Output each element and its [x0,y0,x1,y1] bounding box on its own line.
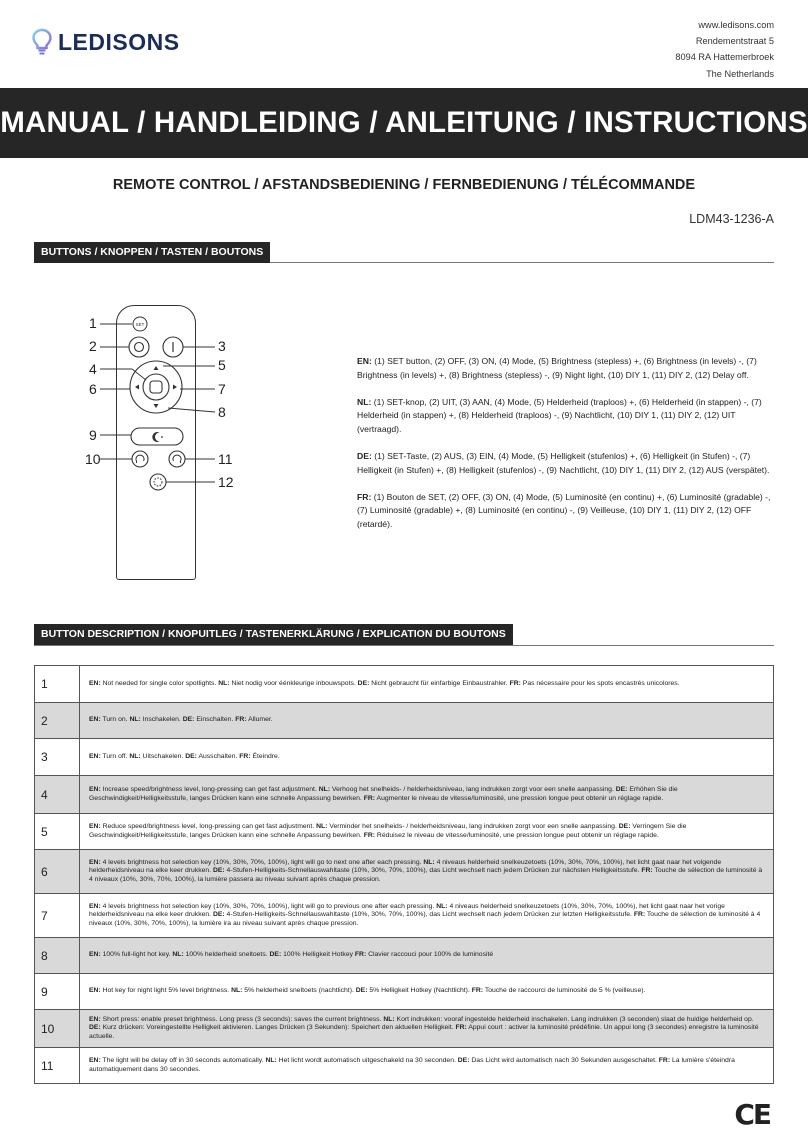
address-line: The Netherlands [706,68,774,79]
svg-text:SET: SET [135,322,145,328]
legend-nl: NL: (1) SET-knop, (2) UIT, (3) AAN, (4) Mode, (5) Helderheid (traploos) +, (6) Helderheid (in stappen) -, (7) Helderheid (in stappen) +, (8) Helderheid (traploos) -, (9) Nachtlicht, (10) DIY 1, (11) DIY 2, (12) UIT (vertraagd). [357,396,762,435]
section-label-description: BUTTON DESCRIPTION / KNOPUITLEG / TASTENERKLÄRUNG / EXPLICATION DU BOUTONS [34,624,513,645]
on-button[interactable] [163,337,183,357]
legend-de: DE: (1) SET-Taste, (2) AUS, (3) EIN, (4) Mode, (5) Helligkeit (stufenlos) +, (6) Helligkeit (in Stufen) -, (7) Helligkeit (in Stufen) +, (8) Helligkeit (stufenlos) -, (9) Nachtlicht, (10) DIY 1, (11) DIY 2, (12) AUS (verspätet). [357,450,770,475]
table-row [35,974,774,1010]
table-row [35,938,774,974]
off-button[interactable] [129,337,149,357]
callout-3: 3 [218,338,226,354]
page-subtitle: REMOTE CONTROL / AFSTANDSBEDIENING / FERNBEDIENUNG / TÉLÉCOMMANDE [112,177,696,193]
table-row [35,1010,774,1048]
company-address [675,17,774,82]
callout-2: 2 [89,338,97,354]
row-description: EN: The light will be delay off in 30 seconds automatically. NL: Het licht wordt automatisch uitgeschakeld na 30 seconden. DE: Das Licht wird automatisch nach 30 Sekunden ausgeschaltet. FR: La lumière s'éteindra automatiquement dans 30 secondes. [80,1048,774,1084]
row-number: 6 [35,850,80,894]
row-description: EN: 4 levels brightness hot selection key (10%, 30%, 70%, 100%), light will go to next one after each pressing. NL: 4 niveaus helderheid snelkeuzetoets (10%, 30%, 70%, 100%), het licht gaat naar het volgende helderheidsniveau na elke keer drukken. DE: 4-Stufen-Helligkeits-Schnellauswahltaste (10%, 30%, 70%, 100%), das Licht wechselt nach jedem Drücken zur nächsten Helligkeitsstufe. FR: Touche de sélection de luminosité à 4 niveaux (10%, 30%, 70%, 100%), la lumière passera au niveau suivant après chaque pression. [80,850,774,894]
row-description: EN: Hot key for night light 5% level brightness. NL: 5% helderheid sneltoets (nachtlicht). DE: 5% Helligkeit Hotkey (Nachtlicht). FR: Touche de raccourci de luminosité de 5 % (veilleuse). [80,974,774,1010]
row-number: 10 [35,1010,80,1048]
row-description: EN: Turn off. NL: Uitschakelen. DE: Ausschalten. FR: Éteindre. [80,739,774,776]
title-banner [0,88,808,158]
button-legend [357,355,777,545]
row-description: EN: 100% full-light hot key. NL: 100% helderheid sneltoets. DE: 100% Helligkeit Hotkey FR: Clavier raccouci pour 100% de luminosité [80,938,774,974]
button-description-table [34,665,774,1084]
brand-name: LEDISONS [58,28,180,55]
table-row [35,1048,774,1084]
legend-en: EN: (1) SET button, (2) OFF, (3) ON, (4) Mode, (5) Brightness (stepless) +, (6) Brightness (in levels) -, (7) Brightness (in levels) +, (8) Brightness (stepless) -, (9) Night light, (10) DIY 1, (11) DIY 2, (12) Delay off. [357,356,757,380]
mode-button[interactable] [143,374,169,400]
table-row [35,703,774,739]
row-number: 4 [35,776,80,814]
diy2-button[interactable] [169,451,185,467]
callout-7: 7 [218,381,226,397]
callout-8: 8 [218,404,226,420]
model-number: LDM43-1236-A [689,212,774,226]
callout-10: 10 [85,451,101,467]
diy1-button[interactable] [132,451,148,467]
callout-9: 9 [89,427,97,443]
address-line: Rendementstraat 5 [695,36,774,47]
row-description: EN: Turn on. NL: Inschakelen. DE: Einschalten. FR: Allumer. [80,703,774,739]
address-line[interactable]: www.ledisons.com [698,20,774,30]
callout-6: 6 [89,381,97,397]
table-row [35,894,774,938]
address-line: 8094 RA Hattemerbroek [675,52,774,63]
brand-logo [32,28,180,56]
table-row [35,850,774,894]
callout-4: 4 [89,361,97,377]
row-number: 9 [35,974,80,1010]
remote-illustration [80,300,250,590]
callout-11: 11 [218,451,233,467]
callout-5: 5 [218,357,226,373]
night-light-button[interactable] [131,428,183,445]
row-number: 3 [35,739,80,776]
page-title: MANUAL / HANDLEIDING / ANLEITUNG / INSTRUCTIONS [0,106,808,139]
row-number: 8 [35,938,80,974]
delay-off-button[interactable] [150,474,166,490]
table-row [35,666,774,703]
table-row [35,776,774,814]
row-description: EN: Increase speed/brightness level, long-pressing can get fast adjustment. NL: Verhoog het snelheids- / helderheidsniveau, lang indrukken zorgt voor een snelle aanpassing. DE: Erhöhen Sie die Geschwindigkeit/Helligkeitsstufe, langes Drücken kann eine schnelle Anpassung bewirken. FR: Augmenter le niveau de vitesse/luminosité, une pression longue peut obtenir un réglage rapide. [80,776,774,814]
table-row [35,814,774,850]
row-number: 11 [35,1048,80,1084]
table-row [35,739,774,776]
row-description: EN: Reduce speed/brightness level, long-pressing can get fast adjustment. NL: Verminder het snelheids- / helderheidsniveau, lang indrukken zorgt voor een snelle aanpassing. DE: Verringern Sie die Geschwindigkeit/Helligkeitsstufe, langes Drücken kann eine schnelle Anpassung bewirken. FR: Réduisez le niveau de vitesse/luminosité, une pression longue peut obtenir un réglage rapide. [80,814,774,850]
row-number: 1 [35,666,80,703]
callout-1: 1 [89,315,97,331]
section-label-buttons: BUTTONS / KNOPPEN / TASTEN / BOUTONS [34,242,270,263]
section-divider [34,645,774,646]
lightbulb-icon [32,28,52,56]
row-number: 7 [35,894,80,938]
row-number: 2 [35,703,80,739]
row-description: EN: 4 levels brightness hot selection key (10%, 30%, 70%, 100%), light will go to previous one after each pressing. NL: 4 niveaus helderheid snelkeuzetoets (10%, 30%, 70%, 100%), het licht gaat naar het vorige helderheidsniveau na elke keer drukken. DE: 4-Stufen-Helligkeits-Schnellauswahltaste (10%, 30%, 70%, 100%), das Licht wechselt nach jedem Drücken zur letzten Helligkeitsstufe. FR: Touche de sélection de luminosité à 4 niveaux (10%, 30%, 70%, 100%), la lumière ira au niveau suivant après chaque pression. [80,894,774,938]
row-number: 5 [35,814,80,850]
set-button[interactable] [133,317,147,331]
ce-mark: CE [734,1098,770,1131]
legend-fr: FR: (1) Bouton de SET, (2) OFF, (3) ON, (4) Mode, (5) Luminosité (en continu) +, (6) Luminosité (gradable) -, (7) Luminosité (gradable) +, (8) Luminosité (en continu) -, (9) Veilleuse, (10) DIY 1, (11) DIY 2, (12) OFF (retardé). [357,491,771,530]
row-description: EN: Not needed for single color spotlights. NL: Niet nodig voor éénkleurige inbouwspots. DE: Nicht gebraucht für einfarbige Einbaustrahler. FR: Pas nécessaire pour les spots encastrés unicolores. [80,666,774,703]
callout-12: 12 [218,474,234,490]
row-description: EN: Short press: enable preset brightness. Long press (3 seconds): saves the current brightness. NL: Kort indrukken: vooraf ingestelde helderheid inschakelen. Lang indrukken (3 seconden) slaat de huidige helderheid op. DE: Kurz drücken: Voreingestellte Helligkeit aktivieren. Langes Drücken (3 Sekunden): Speichert den aktuellen Helligkeit. FR: Appui court : activer la luminosité prédéfinie. Un appui long (3 secondes) enregistre la luminosité actuelle. [80,1010,774,1048]
